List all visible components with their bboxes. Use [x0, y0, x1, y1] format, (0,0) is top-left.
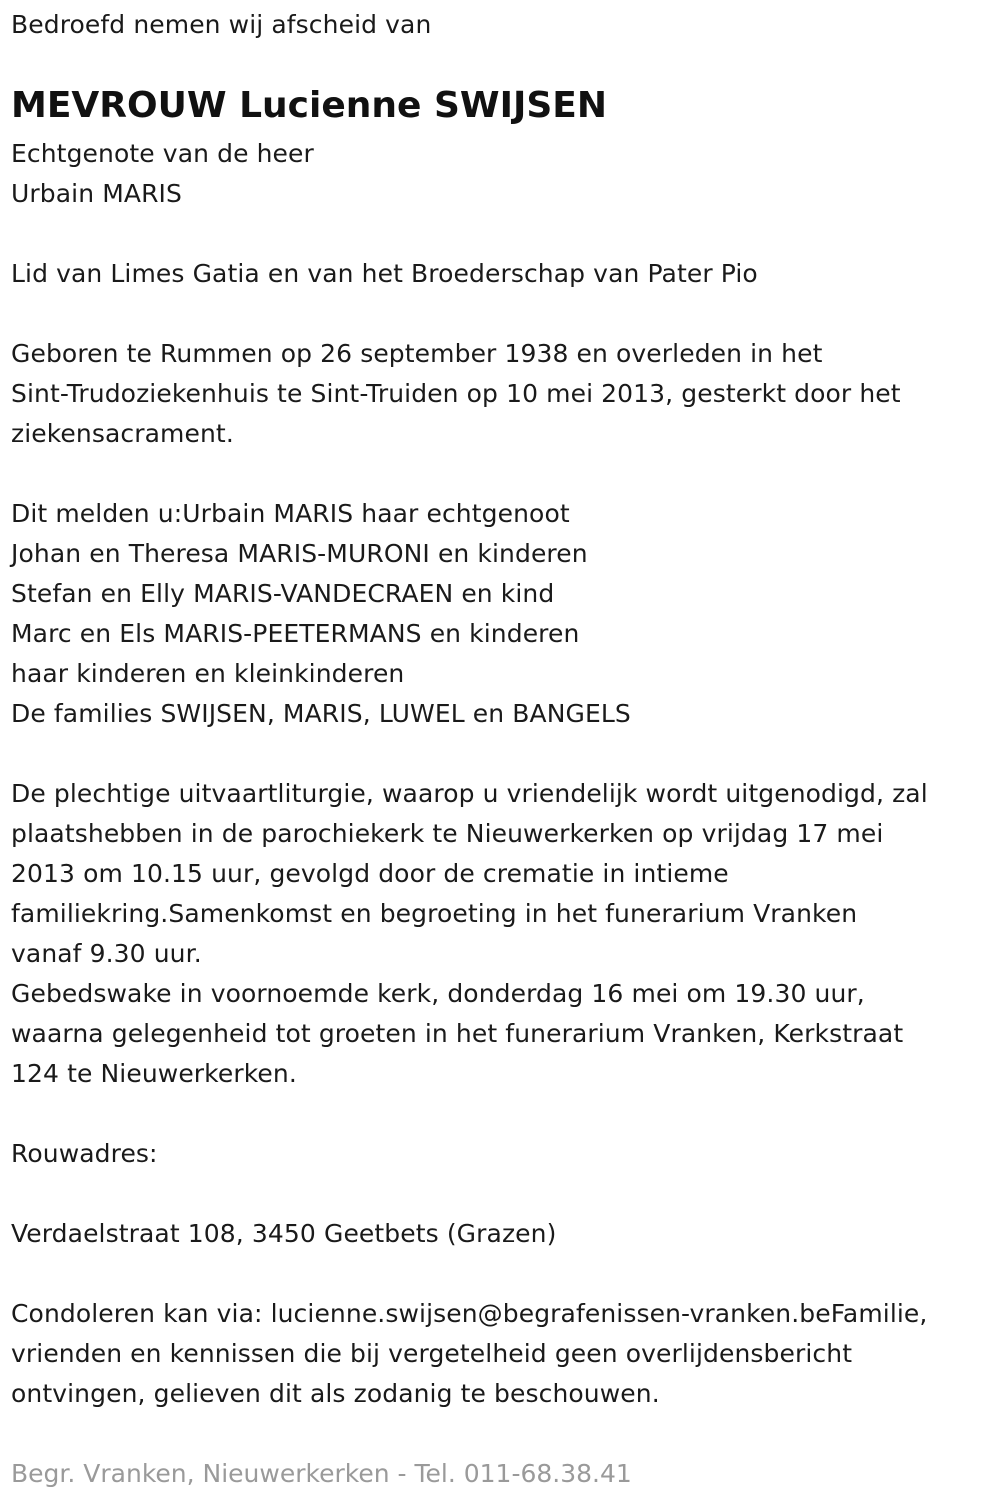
vigil-line: Gebedswake in voornoemde kerk, donderdag 16 mei om 19.30 uur,: [11, 979, 865, 1008]
family-line: Stefan en Elly MARIS-VANDECRAEN en kind: [11, 579, 555, 608]
spouse-line: Echtgenote van de heer: [11, 139, 314, 168]
funeral-line: plaatshebben in de parochiekerk te Nieuwerkerken op vrijdag 17 mei: [11, 819, 884, 848]
birth-death-line: Sint-Trudoziekenhuis te Sint-Truiden op 10 mei 2013, gesterkt door het: [11, 379, 901, 408]
condolence-line: vrienden en kennissen die bij vergetelheid geen overlijdensbericht: [11, 1339, 853, 1368]
membership-block: [11, 254, 758, 294]
birth-death-line: Geboren te Rummen op 26 september 1938 en overleden in het: [11, 339, 823, 368]
family-line: haar kinderen en kleinkinderen: [11, 659, 405, 688]
family-line: De families SWIJSEN, MARIS, LUWEL en BANGELS: [11, 699, 631, 728]
condolence-line: ontvingen, gelieven dit als zodanig te beschouwen.: [11, 1379, 660, 1408]
funeral-line: vanaf 9.30 uur.: [11, 939, 202, 968]
spouse-block: [11, 134, 314, 214]
funeral-line: 2013 om 10.15 uur, gevolgd door de crematie in intieme: [11, 859, 729, 888]
funeral-details-block: [11, 774, 928, 1094]
family-line: Marc en Els MARIS-PEETERMANS en kinderen: [11, 619, 580, 648]
mourning-address-label: Rouwadres:: [11, 1139, 158, 1168]
condolence-line: Condoleren kan via: lucienne.swijsen@begrafenissen-vranken.beFamilie,: [11, 1299, 928, 1328]
membership-line: Lid van Limes Gatia en van het Broederschap van Pater Pio: [11, 259, 758, 288]
family-line: Johan en Theresa MARIS-MURONI en kinderen: [11, 539, 588, 568]
birth-death-line: ziekensacrament.: [11, 419, 234, 448]
vigil-line: waarna gelegenheid tot groeten in het funerarium Vranken, Kerkstraat: [11, 1019, 904, 1048]
mourning-address-label-block: [11, 1134, 158, 1174]
family-line: Dit melden u:Urbain MARIS haar echtgenoot: [11, 499, 570, 528]
funeral-line: De plechtige uitvaartliturgie, waarop u vriendelijk wordt uitgenodigd, zal: [11, 779, 928, 808]
intro-line: Bedroefd nemen wij afscheid van: [11, 10, 432, 39]
spouse-name-line: Urbain MARIS: [11, 179, 182, 208]
vigil-line: 124 te Nieuwerkerken.: [11, 1059, 297, 1088]
mourning-address: Verdaelstraat 108, 3450 Geetbets (Grazen): [11, 1219, 557, 1248]
family-announcement-block: [11, 494, 631, 734]
funeral-line: familiekring.Samenkomst en begroeting in het funerarium Vranken: [11, 899, 858, 928]
mourning-address-block: [11, 1214, 556, 1254]
deceased-name-heading: MEVROUW Lucienne SWIJSEN: [11, 85, 608, 126]
condolence-block: [11, 1294, 927, 1414]
birth-death-block: [11, 334, 901, 454]
funeral-home-footer: Begr. Vranken, Nieuwerkerken - Tel. 011-68.38.41: [11, 1459, 632, 1488]
